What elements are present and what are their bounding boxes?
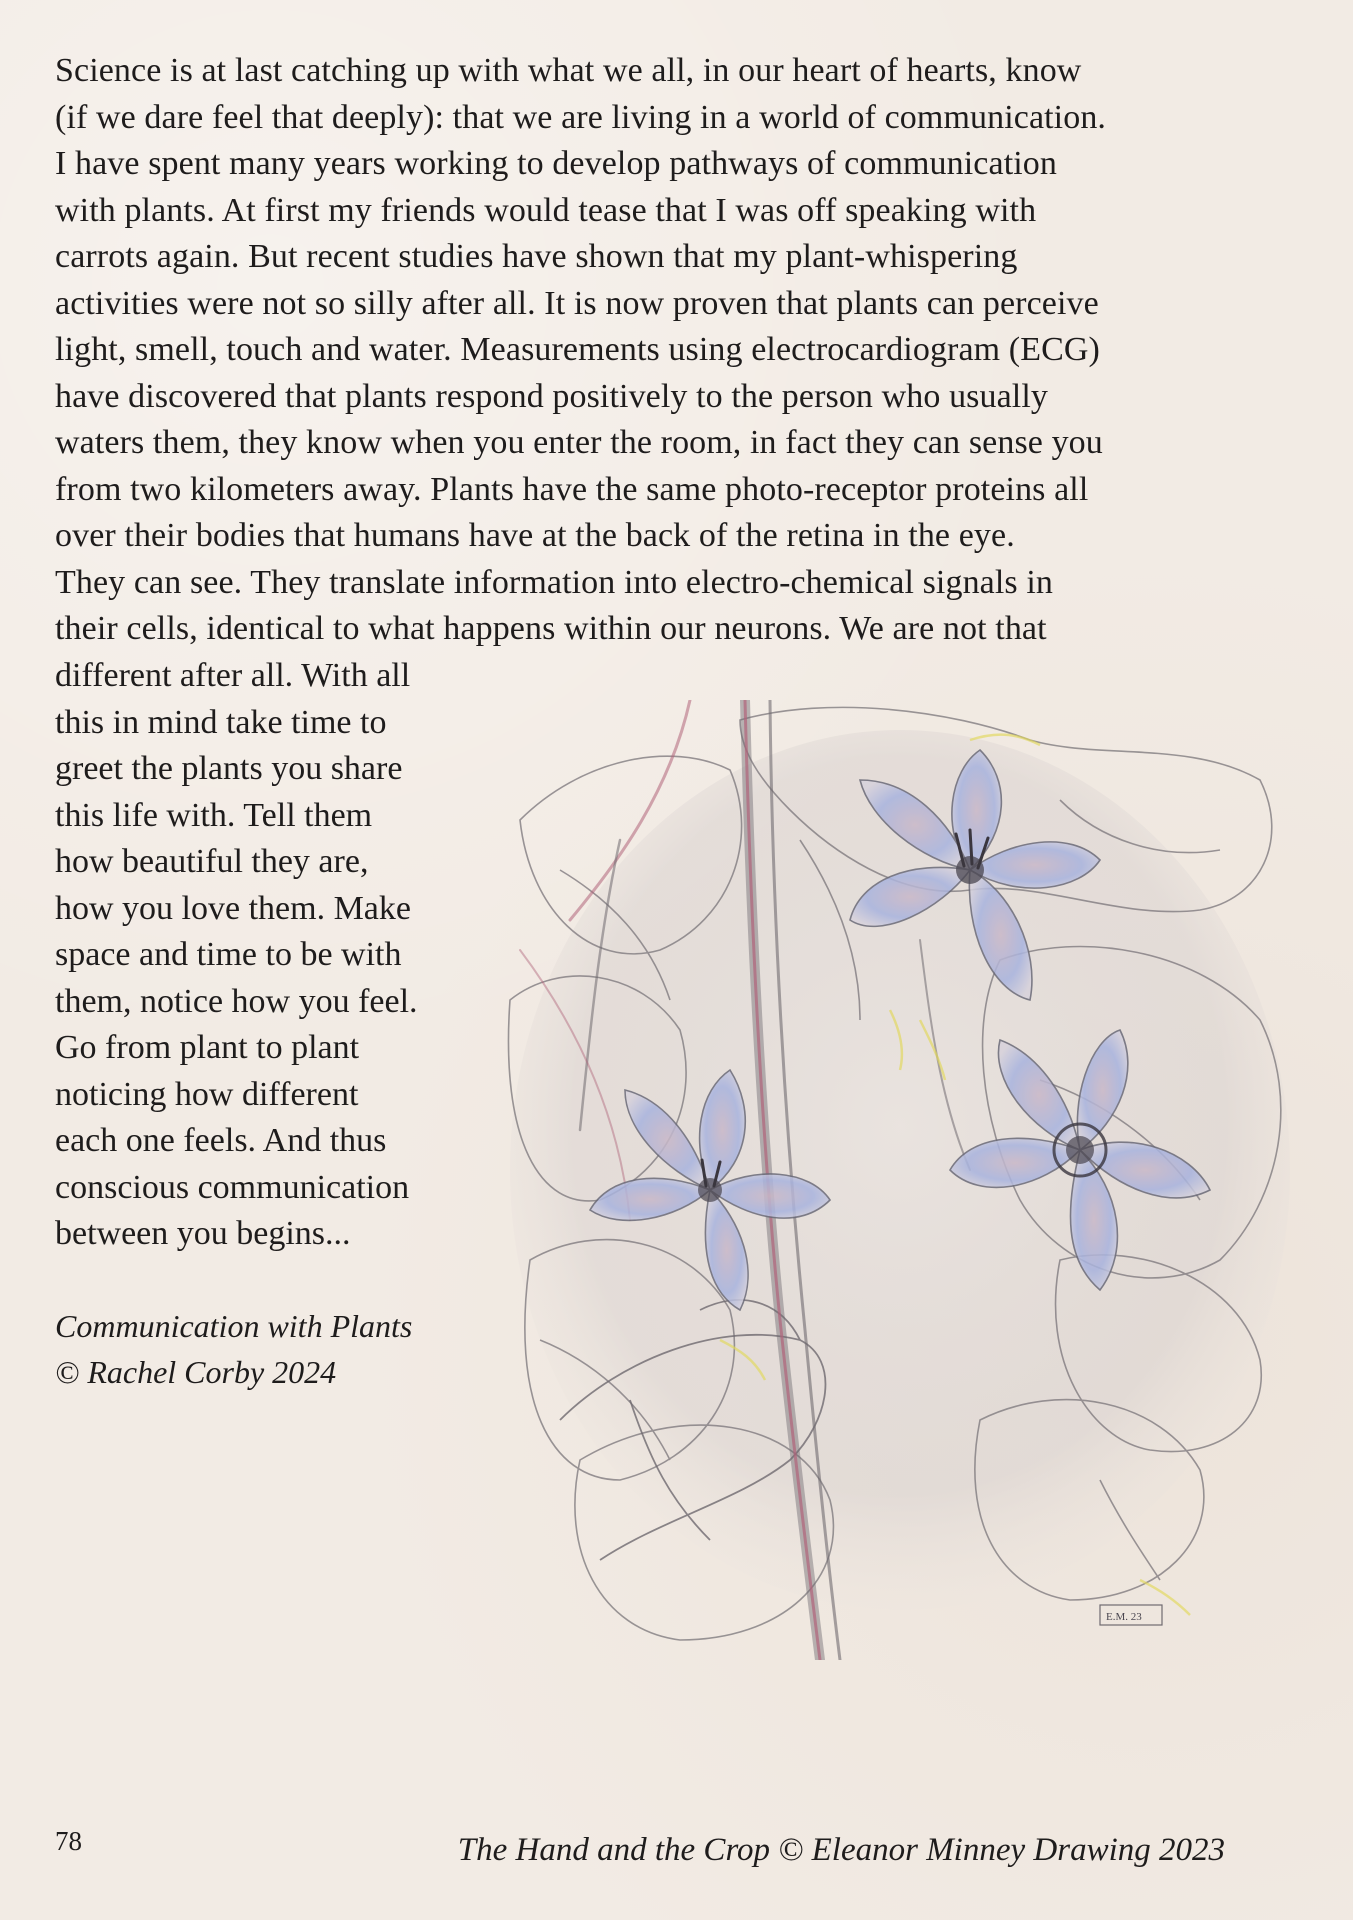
body-paragraph-lead bbox=[55, 48, 1235, 653]
poem-credit bbox=[55, 1303, 412, 1395]
body-line: different after all. With all bbox=[55, 657, 411, 694]
body-line: greet the plants you share bbox=[55, 750, 403, 787]
body-line: how you love them. Make bbox=[55, 889, 411, 927]
body-line: noticing how different bbox=[55, 1075, 359, 1113]
body-line: light, smell, touch and water. Measurements using electrocardiogram (ECG) bbox=[55, 331, 1100, 368]
body-line: this in mind take time to bbox=[55, 703, 387, 741]
body-line: how beautiful they are, bbox=[55, 843, 369, 880]
page-number: 78 bbox=[55, 1826, 82, 1856]
body-line: carrots again. But recent studies have shown that my plant-whispering bbox=[55, 238, 1018, 275]
artist-signature: E.M. 23 bbox=[1106, 1611, 1142, 1623]
credit-copyright: © Rachel Corby 2024 bbox=[55, 1354, 337, 1390]
body-paragraph-side bbox=[55, 653, 455, 1258]
body-line: waters them, they know when you enter the room, in fact they can sense you bbox=[55, 424, 1103, 461]
body-line: Science is at last catching up with what we all, in our heart of hearts, know bbox=[55, 52, 1082, 89]
body-line: activities were not so silly after all. It is now proven that plants can perceive bbox=[55, 284, 1099, 322]
illustration-caption: The Hand and the Crop © Eleanor Minney Drawing 2023 bbox=[457, 1832, 1225, 1868]
body-line: with plants. At first my friends would tease that I was off speaking with bbox=[55, 191, 1037, 229]
body-line: over their bodies that humans have at the back of the retina in the eye. bbox=[55, 517, 1015, 554]
body-line: from two kilometers away. Plants have the same photo-receptor proteins all bbox=[55, 470, 1089, 508]
body-line: I have spent many years working to develop pathways of communication bbox=[55, 145, 1057, 182]
body-line: They can see. They translate information into electro-chemical signals in bbox=[55, 563, 1053, 601]
credit-title: Communication with Plants bbox=[55, 1308, 413, 1344]
body-line: have discovered that plants respond positively to the person who usually bbox=[55, 377, 1049, 415]
body-line: (if we dare feel that deeply): that we are living in a world of communication. bbox=[55, 98, 1107, 136]
body-line: their cells, identical to what happens within our neurons. We are not that bbox=[55, 610, 1047, 647]
body-line: Go from plant to plant bbox=[55, 1029, 360, 1066]
body-line: this life with. Tell them bbox=[55, 796, 373, 834]
body-line: space and time to be with bbox=[55, 936, 402, 973]
body-line: between you begins... bbox=[55, 1215, 351, 1252]
body-line: conscious communication bbox=[55, 1168, 410, 1206]
body-line: them, notice how you feel. bbox=[55, 982, 418, 1020]
borage-pencil-drawing bbox=[500, 700, 1310, 1660]
drawing-svg bbox=[500, 700, 1310, 1660]
body-line: each one feels. And thus bbox=[55, 1122, 387, 1159]
